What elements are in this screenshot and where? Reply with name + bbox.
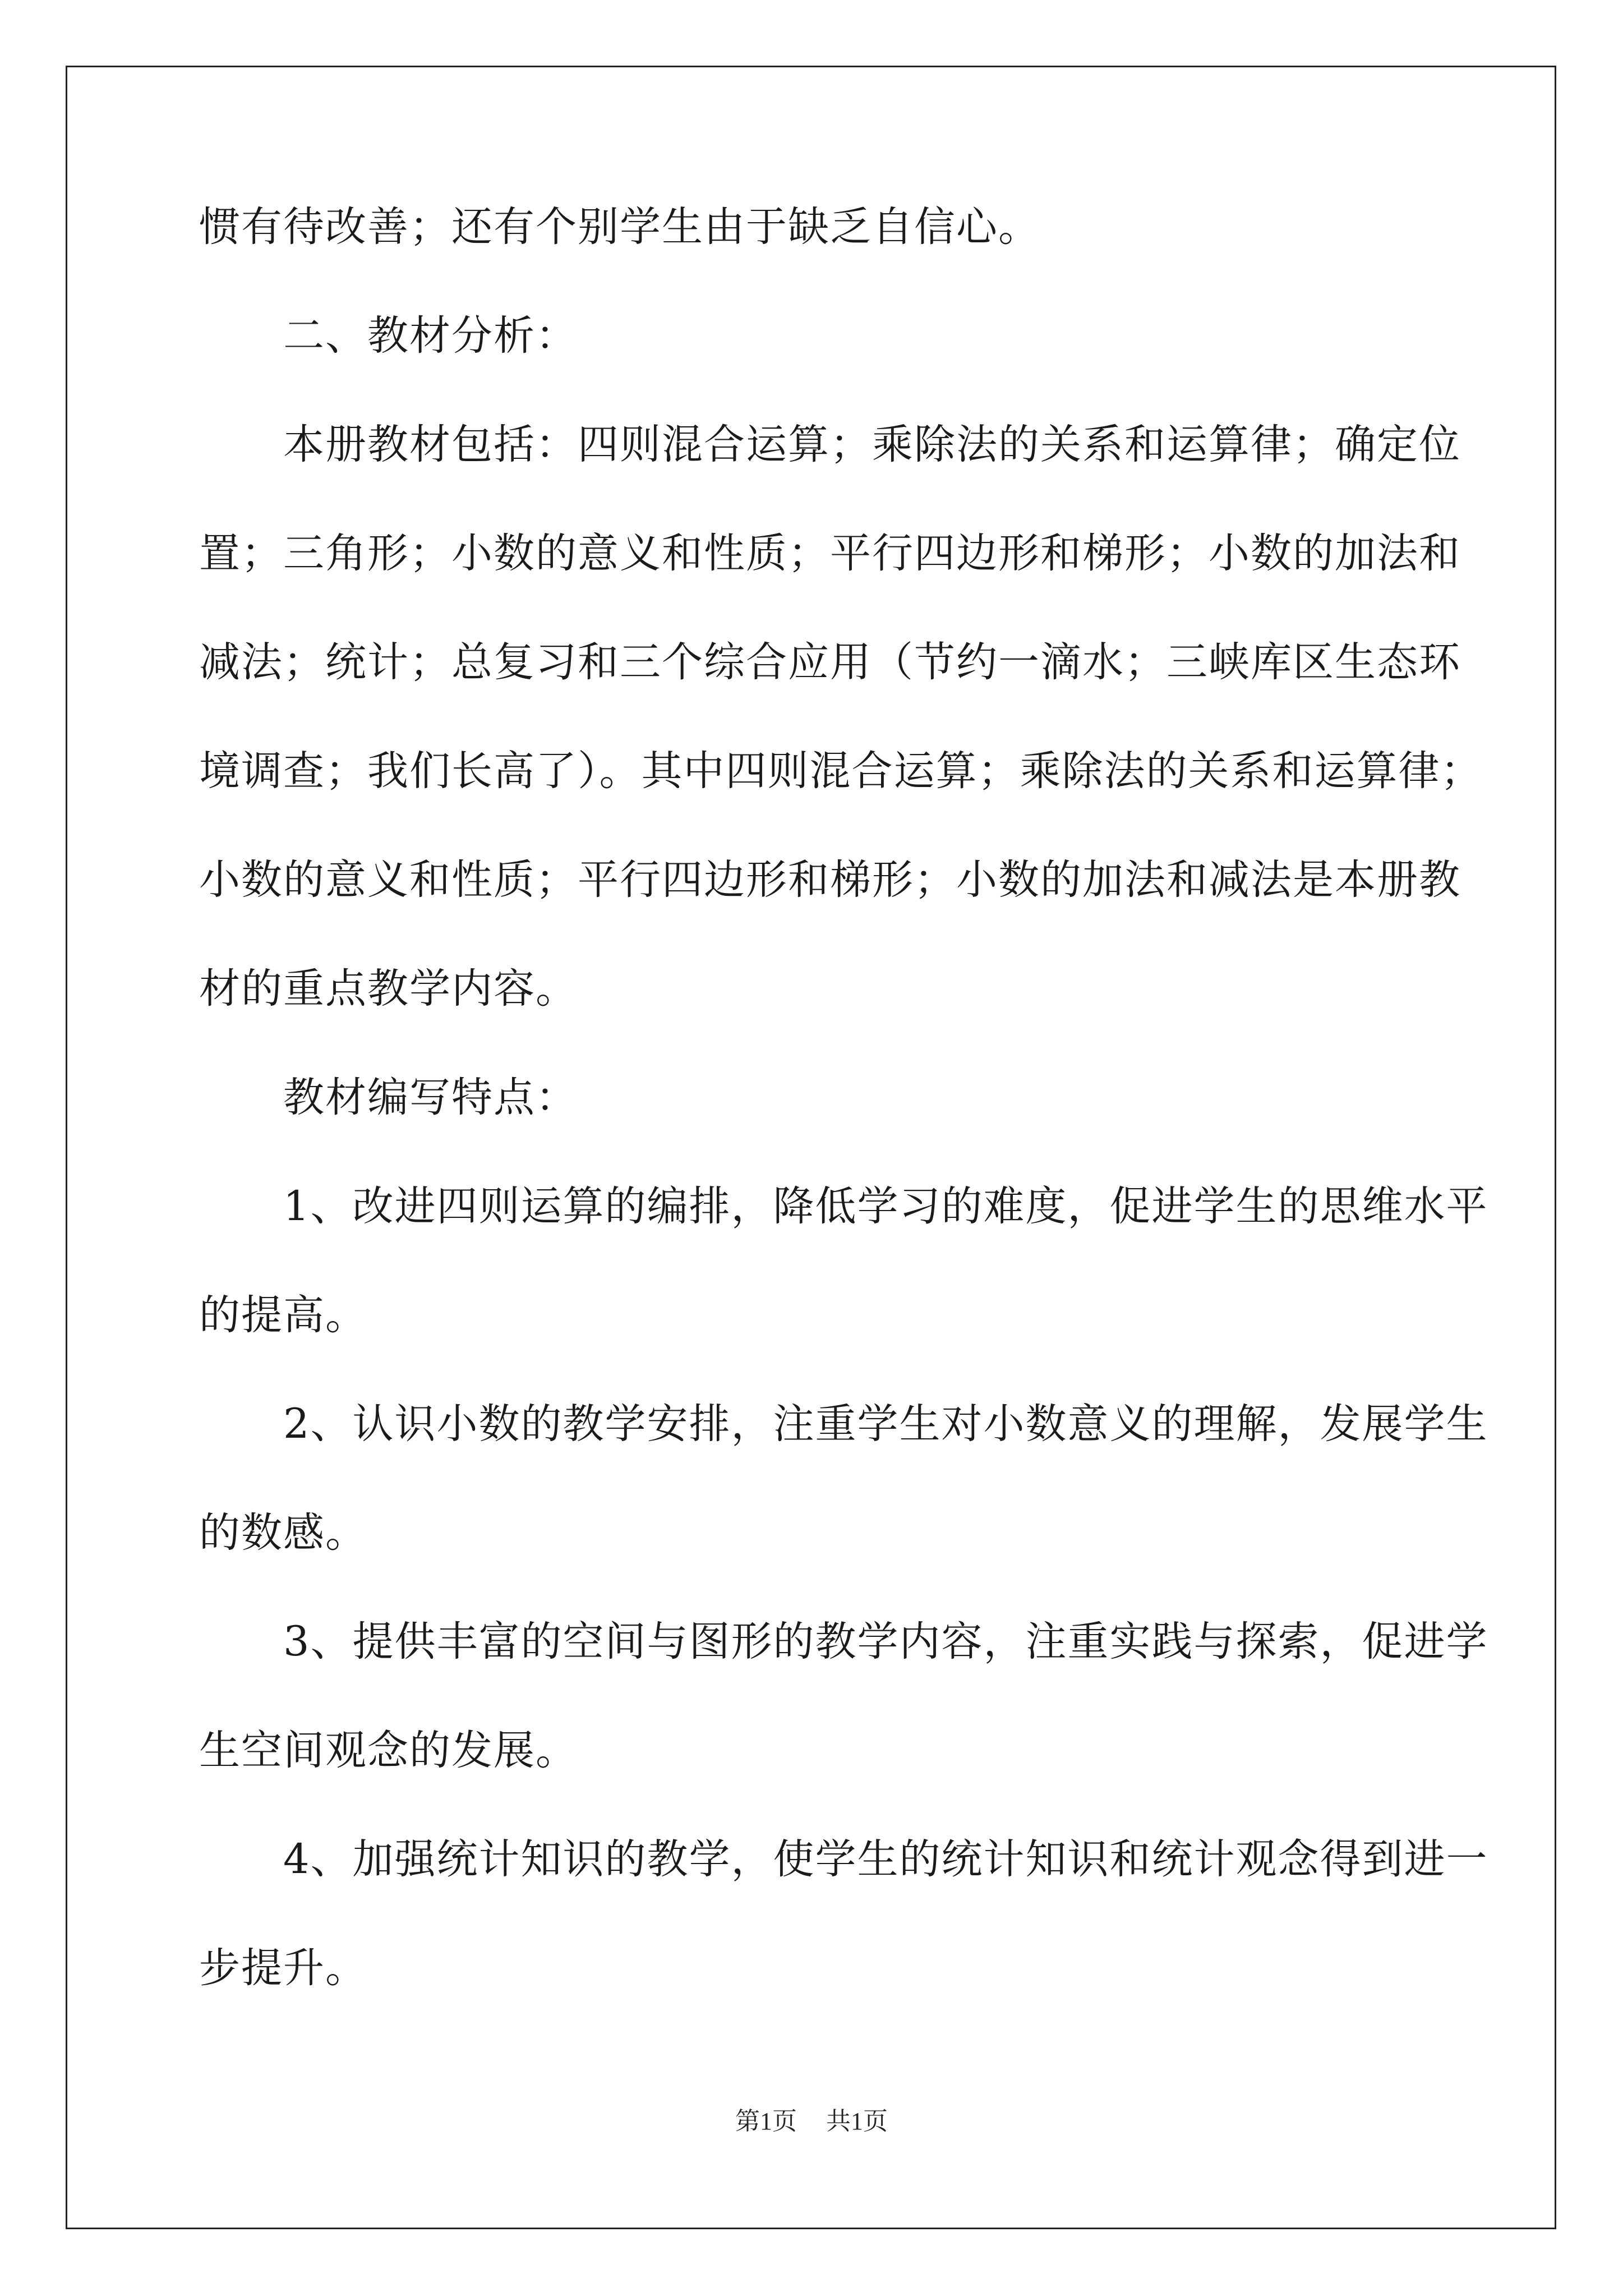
text-line: 减法；统计；总复习和三个综合应用（节约一滴水；三峡库区生态环 (199, 638, 1461, 686)
text-line: 2、认识小数的教学安排，注重学生对小数意义的理解，发展学生 (199, 1400, 1488, 1448)
text-line: 3、提供丰富的空间与图形的教学内容，注重实践与探索，促进学 (199, 1618, 1488, 1665)
text-line: 本册教材包括：四则混合运算；乘除法的关系和运算律；确定位 (199, 421, 1461, 468)
text-line: 境调查；我们长高了）。其中四则混合运算；乘除法的关系和运算律； (199, 747, 1483, 795)
text-line: 惯有待改善；还有个别学生由于缺乏自信心。 (199, 203, 1040, 251)
text-line: 材的重点教学内容。 (199, 965, 578, 1013)
text-line: 置；三角形；小数的意义和性质；平行四边形和梯形；小数的加法和 (199, 530, 1461, 577)
text-line: 小数的意义和性质；平行四边形和梯形；小数的加法和减法是本册教 (199, 856, 1461, 904)
page-border (66, 66, 1556, 2229)
text-line: 4、加强统计知识的教学，使学生的统计知识和统计观念得到进一 (199, 1835, 1488, 1883)
page-number: 第1页 (735, 2108, 797, 2135)
text-line: 教材编写特点： (199, 1074, 578, 1121)
text-line: 生空间观念的发展。 (199, 1727, 578, 1774)
page-count: 共1页 (826, 2108, 888, 2135)
text-line: 1、改进四则运算的编排，降低学习的难度，促进学生的思维水平 (199, 1182, 1488, 1230)
text-line: 的数感。 (199, 1509, 367, 1557)
page-footer (0, 2105, 1623, 2138)
text-line: 二、教材分析： (199, 312, 578, 360)
text-line: 的提高。 (199, 1291, 367, 1339)
text-line: 步提升。 (199, 1944, 367, 1992)
